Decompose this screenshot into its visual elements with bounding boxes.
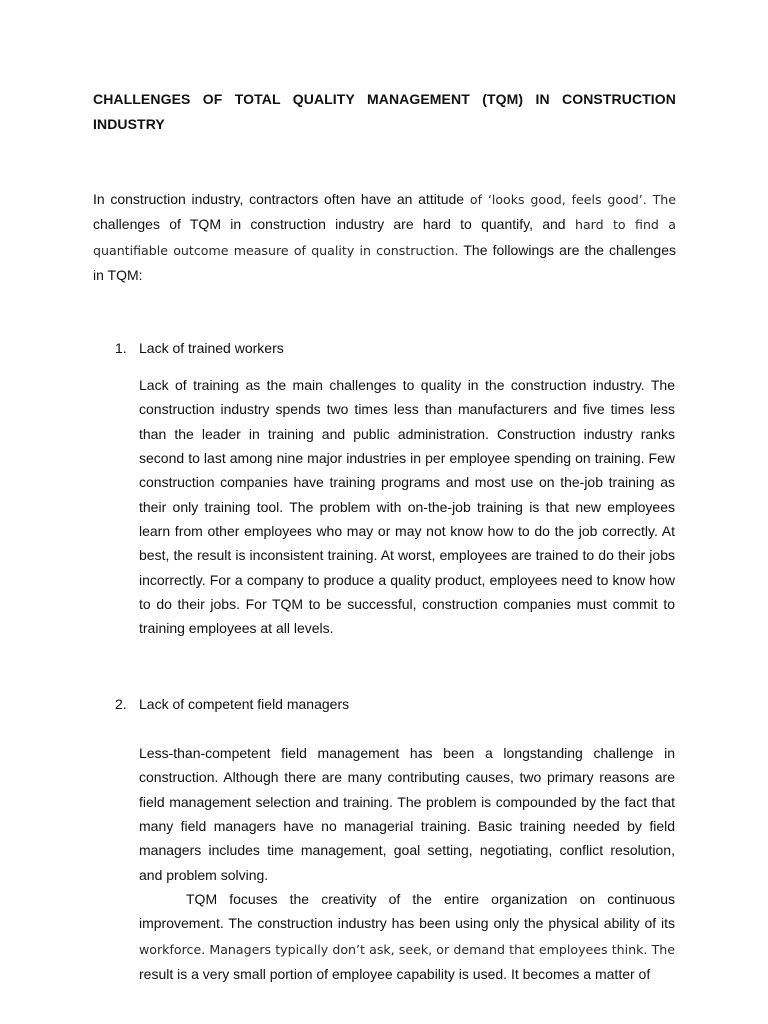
- list-item-label: Lack of competent field managers: [139, 696, 350, 712]
- intro-text-3: challenges of TQM in construction industry are hard to quantify, and: [93, 216, 566, 233]
- body-text-2: workforce. Managers typically don’t ask, seek, or demand that employees think. The: [139, 941, 675, 957]
- intro-text-5: The followings are the challenges in TQM:: [93, 241, 676, 283]
- intro-text-1: In construction industry, contractors often have an attitude: [93, 191, 465, 207]
- body-text-1: TQM focuses the creativity of the entire organization on continuous improvement. The construction industry has been using only the physical ability of its: [139, 891, 675, 932]
- body-paragraph: Less-than-competent field management has been a longstanding challenge in construction. Although there are many contributing causes, two primary reasons are field management selection and training. The problem is compounded by the fact that many field managers have no managerial training. Basic training needed by field managers includes time management, goal setting, negotiating, conflict resolution, and problem solving.: [139, 745, 675, 883]
- document-title: CHALLENGES OF TOTAL QUALITY MANAGEMENT (TQM) IN CONSTRUCTION INDUSTRY: [93, 91, 676, 132]
- list-item-number: 2.: [115, 696, 127, 712]
- body-paragraph: [139, 887, 675, 986]
- intro-text-2: of ‘looks good, feels good’. The: [464, 192, 676, 207]
- list-item-label: Lack of trained workers: [139, 340, 284, 356]
- body-paragraph: Lack of training as the main challenges to quality in the construction industry. The construction industry spends two times less than manufacturers and five times less than the leader in training and public administration. Construction industry ranks second to last among nine major industries in per employee spending on training. Few construction companies have training programs and most use on the-job training as their only training tool. The problem with on-the-job training is that new employees learn from other employees who may or may not know how to do the job correctly. At best, the result is inconsistent training. At worst, employees are trained to do their jobs incorrectly. For a company to produce a quality product, employees need to know how to do their jobs. For TQM to be successful, construction companies must commit to training employees at all levels.: [139, 377, 675, 637]
- list-item-number: 1.: [115, 340, 127, 356]
- intro-paragraph: [93, 187, 676, 287]
- intro-text-4: hard to find a quantifiable outcome measure of quality in construction.: [93, 217, 677, 258]
- body-text-3: result is a very small portion of employee capability is used. It becomes a matter of: [139, 966, 651, 983]
